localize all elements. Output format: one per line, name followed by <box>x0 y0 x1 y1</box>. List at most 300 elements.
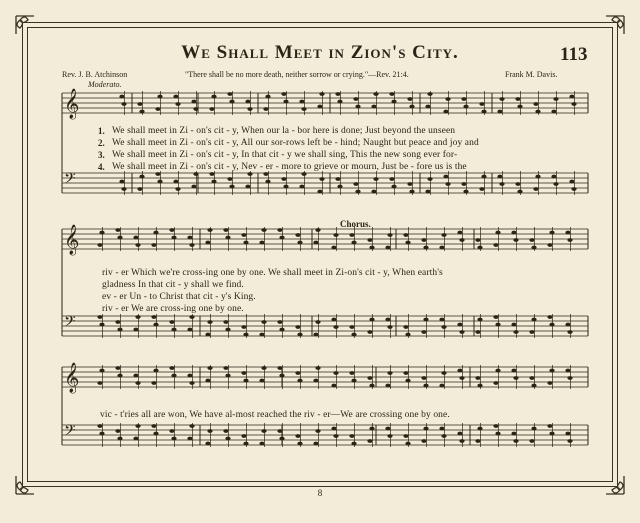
note-head <box>351 241 356 245</box>
note-head <box>513 376 518 380</box>
note-head <box>497 110 502 114</box>
note-head <box>99 231 104 235</box>
note-head <box>439 384 444 388</box>
note-head <box>567 330 572 334</box>
note-head <box>549 231 554 235</box>
note-head <box>529 330 534 334</box>
note-head <box>553 182 558 186</box>
note-head <box>405 333 410 337</box>
system3-lyrics: vic - t'ries all are won, We have al-most reached the riv - er—We are crossing one by one. <box>100 410 450 420</box>
note-head <box>243 442 248 446</box>
note-head <box>441 371 446 375</box>
note-head <box>493 315 498 319</box>
note-head <box>301 107 306 111</box>
note-head <box>187 437 192 441</box>
note-head <box>511 323 516 327</box>
note-head <box>457 231 462 235</box>
note-head <box>259 442 264 446</box>
note-head <box>265 180 270 184</box>
note-head <box>403 325 408 329</box>
note-head <box>189 315 194 319</box>
note-head <box>187 328 192 332</box>
note-head <box>439 246 444 250</box>
note-head <box>261 228 266 232</box>
treble-clef-icon: 𝄞 <box>64 89 80 119</box>
note-head <box>493 243 498 247</box>
note-head <box>335 92 340 96</box>
note-head <box>553 97 558 101</box>
note-head <box>153 323 158 327</box>
note-head <box>135 424 140 428</box>
note-head <box>97 243 102 247</box>
note-head <box>353 97 358 101</box>
note-head <box>481 175 486 179</box>
note-head <box>409 190 414 194</box>
note-head <box>315 228 320 232</box>
note-head <box>385 384 390 388</box>
system2-line-2-lyrics: gladness In that cit - y shall we find. <box>102 280 244 290</box>
hymn-number: 113 <box>560 44 588 65</box>
note-head <box>531 384 536 388</box>
note-head <box>511 231 516 235</box>
note-head <box>373 177 378 181</box>
note-head <box>351 379 356 383</box>
note-head <box>97 381 102 385</box>
note-head <box>173 95 178 99</box>
lyricist-credit: Rev. J. B. Atchinson <box>62 70 128 79</box>
note-head <box>193 172 198 176</box>
note-head <box>117 437 122 441</box>
note-head <box>247 107 252 111</box>
note-head <box>119 95 124 99</box>
note-head <box>549 369 554 373</box>
system1-verse-3-lyrics: We shall meet in Zi - on's cit - y, In that cit - y we shall sing, This the new song ever for- <box>112 150 458 160</box>
note-head <box>367 330 372 334</box>
note-head <box>279 374 284 378</box>
note-head <box>355 105 360 109</box>
note-head <box>319 92 324 96</box>
note-head <box>301 172 306 176</box>
note-head <box>549 323 554 327</box>
note-head <box>571 187 576 191</box>
note-head <box>243 241 248 245</box>
note-head <box>461 182 466 186</box>
note-head <box>459 439 464 443</box>
note-head <box>295 233 300 237</box>
note-head <box>169 228 174 232</box>
note-head <box>171 328 176 332</box>
system2-line-3-lyrics: ev - er Un - to Christ that cit - y's King. <box>102 292 256 302</box>
note-head <box>331 427 336 431</box>
note-head <box>481 110 486 114</box>
note-head <box>153 369 158 373</box>
treble-clef-icon: 𝄞 <box>64 225 80 255</box>
note-head <box>117 328 122 332</box>
note-head <box>423 246 428 250</box>
note-head <box>515 97 520 101</box>
note-head <box>565 432 570 436</box>
note-head <box>335 177 340 181</box>
note-head <box>261 366 266 370</box>
note-head <box>479 102 484 106</box>
note-head <box>565 323 570 327</box>
note-head <box>283 100 288 104</box>
note-head <box>497 175 502 179</box>
note-head <box>463 190 468 194</box>
note-head <box>153 231 158 235</box>
note-head <box>475 238 480 242</box>
composer-credit: Frank M. Davis. <box>505 70 558 79</box>
note-head <box>243 333 248 337</box>
note-head <box>493 424 498 428</box>
note-head <box>477 384 482 388</box>
note-head <box>387 434 392 438</box>
note-head <box>295 325 300 329</box>
note-head <box>281 177 286 181</box>
note-head <box>499 97 504 101</box>
note-head <box>535 175 540 179</box>
verse-number-4: 4. <box>98 162 105 172</box>
note-head <box>157 95 162 99</box>
note-head <box>137 187 142 191</box>
note-head <box>151 424 156 428</box>
note-head <box>351 333 356 337</box>
note-head <box>477 318 482 322</box>
note-head <box>425 105 430 109</box>
note-head <box>511 432 516 436</box>
note-head <box>223 228 228 232</box>
treble-clef-icon: 𝄞 <box>64 363 80 393</box>
note-head <box>193 107 198 111</box>
note-head <box>333 233 338 237</box>
note-head <box>263 107 268 111</box>
note-head <box>119 180 124 184</box>
note-head <box>153 432 158 436</box>
note-head <box>207 228 212 232</box>
note-head <box>277 429 282 433</box>
note-head <box>205 442 210 446</box>
note-head <box>385 427 390 431</box>
note-head <box>297 442 302 446</box>
system2-line-4-lyrics: riv - er We are cross-ing one by one. <box>102 304 244 314</box>
note-head <box>259 379 264 383</box>
note-head <box>277 366 282 370</box>
note-head <box>205 333 210 337</box>
note-head <box>513 439 518 443</box>
note-head <box>333 371 338 375</box>
note-head <box>281 92 286 96</box>
note-head <box>531 427 536 431</box>
note-head <box>441 434 446 438</box>
note-head <box>367 439 372 443</box>
note-head <box>333 325 338 329</box>
note-head <box>421 439 426 443</box>
note-head <box>175 102 180 106</box>
note-head <box>371 190 376 194</box>
chorus-label: Chorus. <box>340 219 371 229</box>
note-head <box>549 432 554 436</box>
note-head <box>495 369 500 373</box>
note-head <box>331 318 336 322</box>
note-head <box>369 246 374 250</box>
note-head <box>513 330 518 334</box>
note-head <box>495 432 500 436</box>
note-head <box>513 238 518 242</box>
note-head <box>547 381 552 385</box>
note-head <box>475 330 480 334</box>
note-head <box>367 376 372 380</box>
system2-line-1-lyrics: riv - er Which we're cross-ing one by one. We shall meet in Zi-on's cit - y, When earth's <box>102 268 443 278</box>
note-head <box>353 182 358 186</box>
note-head <box>151 381 156 385</box>
note-head <box>299 185 304 189</box>
note-head <box>205 241 210 245</box>
note-head <box>223 366 228 370</box>
note-head <box>225 374 230 378</box>
note-head <box>99 432 104 436</box>
note-head <box>475 376 480 380</box>
note-head <box>547 243 552 247</box>
note-head <box>245 100 250 104</box>
note-head <box>171 374 176 378</box>
note-head <box>279 236 284 240</box>
note-head <box>187 374 192 378</box>
note-head <box>229 185 234 189</box>
note-head <box>261 429 266 433</box>
note-head <box>211 95 216 99</box>
note-head <box>551 175 556 179</box>
note-head <box>139 110 144 114</box>
note-head <box>205 379 210 383</box>
verse-number-1: 1. <box>98 126 105 136</box>
note-head <box>313 333 318 337</box>
note-head <box>133 374 138 378</box>
page-footer-number: 8 <box>317 488 323 498</box>
note-head <box>277 228 282 232</box>
note-head <box>477 246 482 250</box>
note-head <box>407 182 412 186</box>
note-head <box>423 318 428 322</box>
note-head <box>331 384 336 388</box>
note-head <box>191 100 196 104</box>
note-head <box>315 366 320 370</box>
note-head <box>409 105 414 109</box>
note-head <box>99 369 104 373</box>
note-head <box>295 434 300 438</box>
verse-number-3: 3. <box>98 150 105 160</box>
note-head <box>247 172 252 176</box>
note-head <box>187 236 192 240</box>
note-head <box>459 376 464 380</box>
note-head <box>571 102 576 106</box>
note-head <box>121 187 126 191</box>
note-head <box>547 424 552 428</box>
note-head <box>241 325 246 329</box>
note-head <box>225 437 230 441</box>
note-head <box>387 325 392 329</box>
note-head <box>209 172 214 176</box>
note-head <box>331 246 336 250</box>
note-head <box>495 323 500 327</box>
note-head <box>135 315 140 319</box>
note-head <box>463 105 468 109</box>
note-head <box>337 100 342 104</box>
note-head <box>457 432 462 436</box>
note-head <box>461 97 466 101</box>
note-head <box>441 325 446 329</box>
note-head <box>493 381 498 385</box>
note-head <box>387 371 392 375</box>
note-head <box>371 105 376 109</box>
note-head <box>277 320 282 324</box>
note-head <box>423 427 428 431</box>
note-head <box>157 180 162 184</box>
verse-number-2: 2. <box>98 138 105 148</box>
note-head <box>243 379 248 383</box>
note-head <box>349 434 354 438</box>
note-head <box>565 231 570 235</box>
note-head <box>317 190 322 194</box>
scripture-quote: "There shall be no more death, neither sorrow or crying."—Rev. 21:4. <box>185 70 409 79</box>
note-head <box>475 439 480 443</box>
note-head <box>367 238 372 242</box>
note-head <box>211 180 216 184</box>
note-head <box>369 427 374 431</box>
note-head <box>295 371 300 375</box>
note-head <box>97 424 102 428</box>
note-head <box>97 315 102 319</box>
note-head <box>117 236 122 240</box>
note-head <box>133 236 138 240</box>
note-head <box>337 185 342 189</box>
note-head <box>137 102 142 106</box>
note-head <box>115 320 120 324</box>
note-head <box>477 427 482 431</box>
note-head <box>479 187 484 191</box>
note-head <box>139 175 144 179</box>
note-head <box>445 97 450 101</box>
note-head <box>421 238 426 242</box>
bass-clef-icon: 𝄢 <box>64 313 76 334</box>
note-head <box>459 238 464 242</box>
note-head <box>245 185 250 189</box>
note-head <box>421 376 426 380</box>
note-head <box>349 371 354 375</box>
note-head <box>175 187 180 191</box>
note-head <box>189 243 194 247</box>
note-head <box>173 180 178 184</box>
note-head <box>259 333 264 337</box>
note-head <box>349 325 354 329</box>
note-head <box>439 427 444 431</box>
note-head <box>299 100 304 104</box>
note-head <box>155 107 160 111</box>
note-head <box>315 429 320 433</box>
note-head <box>151 243 156 247</box>
note-head <box>457 323 462 327</box>
note-head <box>515 182 520 186</box>
note-head <box>135 243 140 247</box>
note-head <box>151 315 156 319</box>
note-head <box>405 379 410 383</box>
note-head <box>189 381 194 385</box>
bass-clef-icon: 𝄢 <box>64 422 76 443</box>
note-head <box>169 320 174 324</box>
note-head <box>225 328 230 332</box>
note-head <box>315 320 320 324</box>
note-head <box>351 442 356 446</box>
note-head <box>389 177 394 181</box>
note-head <box>403 434 408 438</box>
note-head <box>121 102 126 106</box>
note-head <box>279 437 284 441</box>
note-head <box>259 241 264 245</box>
note-head <box>499 182 504 186</box>
note-head <box>531 318 536 322</box>
note-head <box>535 110 540 114</box>
note-head <box>369 384 374 388</box>
note-head <box>373 92 378 96</box>
note-head <box>457 369 462 373</box>
hymn-title: We Shall Meet in Zion's City. <box>181 42 459 63</box>
note-head <box>261 320 266 324</box>
note-head <box>313 379 318 383</box>
note-head <box>569 95 574 99</box>
note-head <box>313 442 318 446</box>
note-head <box>283 185 288 189</box>
note-head <box>407 97 412 101</box>
note-head <box>495 231 500 235</box>
note-head <box>227 92 232 96</box>
note-head <box>443 110 448 114</box>
note-head <box>317 105 322 109</box>
note-head <box>207 429 212 433</box>
note-head <box>333 434 338 438</box>
note-head <box>115 228 120 232</box>
note-head <box>297 241 302 245</box>
note-head <box>567 376 572 380</box>
note-head <box>115 429 120 433</box>
note-head <box>445 182 450 186</box>
note-head <box>531 246 536 250</box>
note-head <box>459 330 464 334</box>
note-head <box>387 233 392 237</box>
note-head <box>349 233 354 237</box>
note-head <box>567 439 572 443</box>
note-head <box>569 180 574 184</box>
note-head <box>169 429 174 433</box>
note-head <box>443 175 448 179</box>
note-head <box>313 241 318 245</box>
note-head <box>511 369 516 373</box>
note-head <box>297 379 302 383</box>
note-head <box>263 172 268 176</box>
note-head <box>403 233 408 237</box>
note-head <box>241 371 246 375</box>
note-head <box>405 442 410 446</box>
note-head <box>529 439 534 443</box>
note-head <box>279 328 284 332</box>
note-head <box>229 100 234 104</box>
note-head <box>189 424 194 428</box>
note-head <box>439 318 444 322</box>
note-head <box>423 384 428 388</box>
note-head <box>171 236 176 240</box>
note-head <box>529 238 534 242</box>
note-head <box>223 429 228 433</box>
note-head <box>133 328 138 332</box>
note-head <box>169 366 174 370</box>
